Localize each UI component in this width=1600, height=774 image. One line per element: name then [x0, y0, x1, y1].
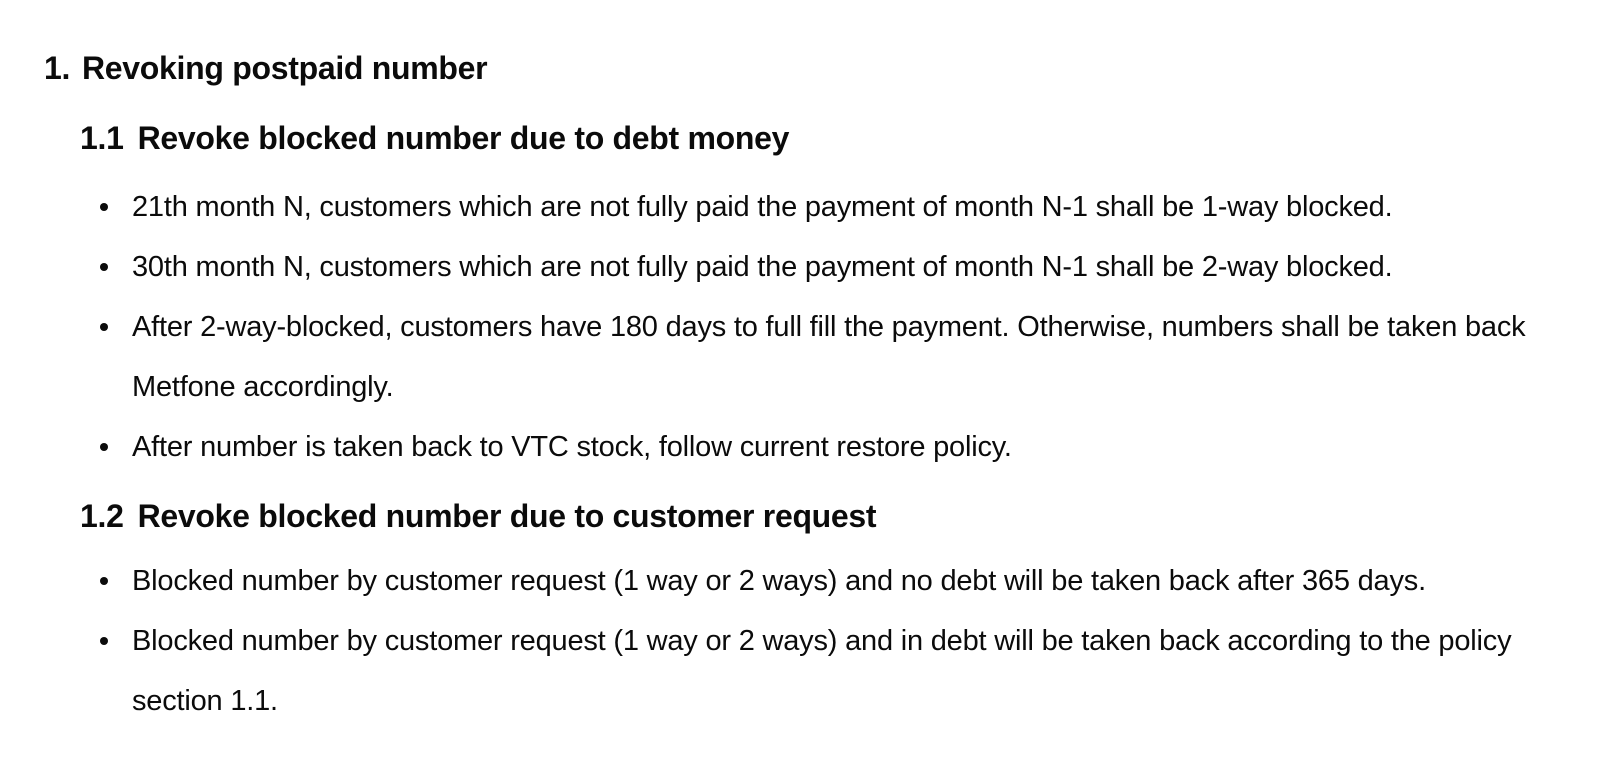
subsection-title: Revoke blocked number due to debt money	[137, 120, 790, 156]
section-number: 1.	[44, 50, 71, 86]
bullet-icon	[100, 637, 108, 645]
bullet-list-customer-request	[96, 551, 1536, 731]
list-item-text: After number is taken back to VTC stock, follow current restore policy.	[132, 431, 1012, 463]
bullet-icon	[100, 577, 108, 585]
subsection-title: Revoke blocked number due to customer request	[137, 498, 877, 534]
bullet-icon	[100, 263, 108, 271]
list-item-text: After 2-way-blocked, customers have 180 days to full fill the payment. Otherwise, numbers shall be taken back Metfone accordingly.	[132, 311, 1526, 403]
list-item	[96, 417, 1536, 477]
bullet-icon	[100, 323, 108, 331]
bullet-list-debt	[96, 177, 1536, 477]
list-item-text: Blocked number by customer request (1 way or 2 ways) and in debt will be taken back according to the policy section 1.1.	[132, 625, 1512, 717]
list-item	[96, 177, 1536, 237]
list-item	[96, 237, 1536, 297]
list-item	[96, 551, 1536, 611]
section-heading	[44, 50, 487, 87]
list-item	[96, 297, 1536, 417]
list-item-text: 21th month N, customers which are not fully paid the payment of month N-1 shall be 1-way blocked.	[132, 191, 1393, 223]
subsection-number: 1.1	[80, 120, 124, 156]
bullet-icon	[100, 443, 108, 451]
list-item-text: Blocked number by customer request (1 way or 2 ways) and no debt will be taken back after 365 days.	[132, 565, 1426, 597]
bullet-icon	[100, 203, 108, 211]
subsection-heading-1-1	[80, 120, 789, 157]
subsection-number: 1.2	[80, 498, 124, 534]
list-item-text: 30th month N, customers which are not fully paid the payment of month N-1 shall be 2-way blocked.	[132, 251, 1393, 283]
list-item	[96, 611, 1536, 731]
section-title: Revoking postpaid number	[82, 50, 488, 86]
subsection-heading-1-2	[80, 498, 876, 535]
